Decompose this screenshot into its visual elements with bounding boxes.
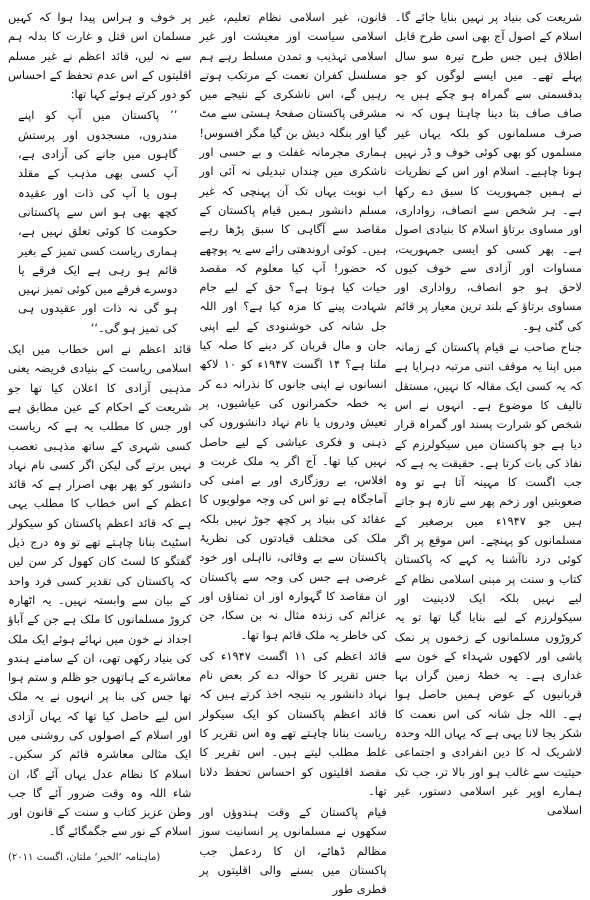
- source-citation: (ماہنامہ ’الخیر‘ ملتان، اگست ۲۰۱۱): [8, 851, 161, 863]
- quaid-quote: ’’ پاکستان میں آپ کو اپنے مندروں، مسجدوں اور پرستش گاہوں میں جانے کی آزادی ہے، آپ کسی بھی مذہب کے مقلد ہوں یا آپ کی ذات اور عقیدہ کچھ بھی ہو اس سے پاکستانی حکومت کا کوئی تعلق نہیں ہے، ہماری ریاست کسی تمیز کے بغیر قائم ہو رہی ہے ایک فرقے یا دوسرے فرقے میں کوئی تمیز نہیں ہو گی نہ ذات اور عقیدوں ہی کی تمیز ہو گی۔‘‘: [18, 108, 178, 335]
- left-intro: پر خوف و ہراس پیدا ہوا کہ کہیں مسلمان اس قتل و غارت کا بدلہ ہم سے نہ لیں، قائد اعظم نے غیر مسلم اقلیتوں کے اس عدم تحفظ کے احساس کو دور کرتے ہوئے کہا تھا:: [8, 10, 192, 102]
- middle-paragraph-2: قائد اعظم کی ۱۱ اگست ۱۹۴۷ء کی جس تقریر کا حوالہ دے کر بعض نام نہاد دانشور یہ نتیجہ اخذ کرتے ہیں کہ قائد اعظم پاکستان کو ایک سیکولر ریاست بنانا چاہتے تھے وہ اس تقریر کا غلط مطلب لیتے ہیں۔ اس تقریر کا مقصد اقلیتوں کو احساس تحفظ دلانا تھا۔: [199, 648, 387, 798]
- column-left: [8, 8, 192, 863]
- right-paragraph-2: جناح صاحب نے قیام پاکستان کے زمانہ میں اپنا یہ موقف اتنی مرتبہ دہرایا ہے کہ یہ کسی ایک مقالہ کا نہیں، مستقل تالیف کا موضوع ہے۔ انہوں نے اس شخص کو شرارت پسند اور گمراہ قرار دیا ہے جو پاکستان میں سیکولرزم کے نفاذ کی بات کرتا ہے۔ حقیقت یہ ہے کہ جب اگست کا مہینہ آتا ہے تو وہ صعوبتیں اور زخم پھر سے تازہ ہو جاتے ہیں جو ۱۹۴۷ء میں برصغیر کے مسلمانوں کو پہنچے۔ اس موقع پر اگر کوئی درد ناآشنا یہ کہے کہ پاکستان کتاب و سنت پر مبنی اسلامی نظام کے لیے نہیں بلکہ ایک لادینیت اور سیکولرزم کے لیے بنایا گیا تھا تو یہ کروڑوں مسلمانوں کے زخموں پر نمک پاشی اور لاکھوں شہداء کے خون سے غداری ہے۔ یہ خطۂ زمین گراں بہا قربانیوں کے عوض ہمیں حاصل ہوا ہے۔ اللہ جل شانہ کی اس نعمت کا شکر بجا لانا یہی ہے کہ یہاں اللہ وحدہ لاشریک لہ کا دین انفرادی و اجتماعی حیثیت سے غالب ہو اور بالا تر، جب تک ہمارے اوپر غیر اسلامی دستور، غیر اسلامی: [394, 340, 582, 818]
- right-paragraph-1: شریعت کی بنیاد پر نہیں بنایا جائے گا۔ اسلام کے اصول آج بھی اسی طرح قابل اطلاق ہیں جس طرح تیرہ سو سال پہلے تھے۔ میں ایسے لوگوں کو جو بدقسمتی سے گمراہ ہو چکے ہیں یہ صاف صاف بتا دینا چاہتا ہوں کہ نہ صرف مسلمانوں کو بلکہ یہاں غیر مسلموں کو بھی کوئی خوف و ڈر نہیں ہونا چاہیے۔ اسلام اور اس کے نظریات نے ہمیں جمہوریت کا سبق دے رکھا ہے۔ ہر شخص سے انصاف، رواداری، اور مساوی برتاؤ اسلام کا بنیادی اصول ہے۔ پھر کسی کو ایسی جمہوریت، مساوات اور آزادی سے خوف کیوں لاحق ہو جو انصاف، رواداری اور مساوی برتاؤ کے بلند ترین معیار پر قائم کی گئی ہو۔: [394, 10, 582, 333]
- middle-paragraph-3: قیام پاکستان کے وقت ہندوؤں اور سکھوں نے مسلمانوں پر انسانیت سوز مظالم ڈھائے، ان کا ردعمل جب پاکستان میں بسنے والی اقلیتوں پر فطری طور: [199, 805, 387, 897]
- column-right: [394, 8, 582, 818]
- middle-paragraph-1: قانون، غیر اسلامی نظام تعلیم، غیر اسلامی سیاست اور معیشت اور غیر اسلامی تہذیب و تمدن مسلط رہے ہم مسلسل کفران نعمت کے مرتکب ہوتے رہیں گے، اس ناشکری کے نتیجے میں مشرقی پاکستان صفحۂ ہستی سے مٹ گیا اور بنگلہ دیش بن گیا مگر افسوس! ہماری مجرمانہ غفلت و بے حسی اور ناشکری میں چنداں تبدیلی نہ آئی اور اب نوبت یہاں تک آن پہنچی کہ غیر مسلم دانشور ہمیں قیام پاکستان کے مقاصد سے آگاہی کا سبق پڑھا رہے ہیں۔ کوئی اروندھتی رائے سے یہ پوچھے کہ حضور! آپ کیا معلوم کہ مقصد حیات کیا ہوتا ہے؟ حق کے لیے جام شہادت پینے کا مزہ کیا ہے؟ اور اللہ جل شانہ کی خوشنودی کے لیے اپنی جان و مال قربان کر دینے کا صلہ کیا ملتا ہے؟ ۱۴ اگست ۱۹۴۷ء کو ۱۰ لاکھ انسانوں نے اپنی جانوں کا نذرانہ دے کر یہ خطہ حکمرانوں کی عیاشیوں، پر تعیش ودروں یا نام نہاد دانشوروں کی ذہنی و فکری عیاشی کے لیے حاصل نہیں کیا تھا۔ آج اگر یہ ملک غربت و افلاس، بے روزگاری اور بے امنی کی آماجگاہ ہے تو اس کی وجہ مولویوں کا عقائد کی بنیاد پر کچھ جوڑ نہیں بلکہ ملک کی مختلف قیادتوں کی نظریۂ پاکستان سے بے وفائی، نااہلی اور خود غرضی ہے جس کی وجہ سے پاکستان ان مقاصد کا گہوارہ اور ان تمناؤں اور عزائم کی زندہ مثال نہ بن سکا، جن کی خاطر یہ ملک قائم ہوا تھا۔: [199, 10, 387, 642]
- column-middle: [199, 8, 387, 897]
- left-paragraph-1: قائد اعظم نے اس خطاب میں ایک اسلامی ریاست کے بنیادی فریضہ یعنی مذہبی آزادی کا اعلان کیا تھا جو شریعت کے احکام کے عین مطابق ہے اور جس کا مطلب یہ ہے کہ ریاست کسی شہری کے ساتھ مذہبی تعصب نہیں برتے گی لیکن اگر کسی نام نہاد دانشور کو پھر بھی اصرار ہے کہ قائد اعظم کے اس خطاب کا مطلب یہی ہے کہ قائد اعظم پاکستان کو سیکولر اسٹیٹ بنانا چاہتے تھے تو وہ درج ذیل گفتگو کا لسٹ کان کھول کر سن لیں کہ پاکستان کی تقدیر کسی فرد واحد کے بیان سے وابستہ نہیں۔ یہ اٹھارہ کروڑ مسلمانوں کا ملک ہے جن کے آباؤ اجداد نے خون میں نہائے ہوئے ایک ملک کی بنیاد رکھی تھی، ان کے سامنے ہندو معاشرے کے ہاتھوں جو ظلم و ستم ہوا تھا جس کی بنا پر انہوں نے یہ ملک اس لیے حاصل کیا تھا کہ یہاں آزادی اور اسلام کے اصولوں کی روشنی میں ایک مثالی معاشرہ قائم کر سکیں۔ اسلام کا نظام عدل یہاں آئے گا، ان شاء اللہ وہ وقت ضرور آئے گا جب وطن عزیز کتاب و سنت کے قانون اور اسلام کے نور سے جگمگائے گا۔: [8, 342, 192, 839]
